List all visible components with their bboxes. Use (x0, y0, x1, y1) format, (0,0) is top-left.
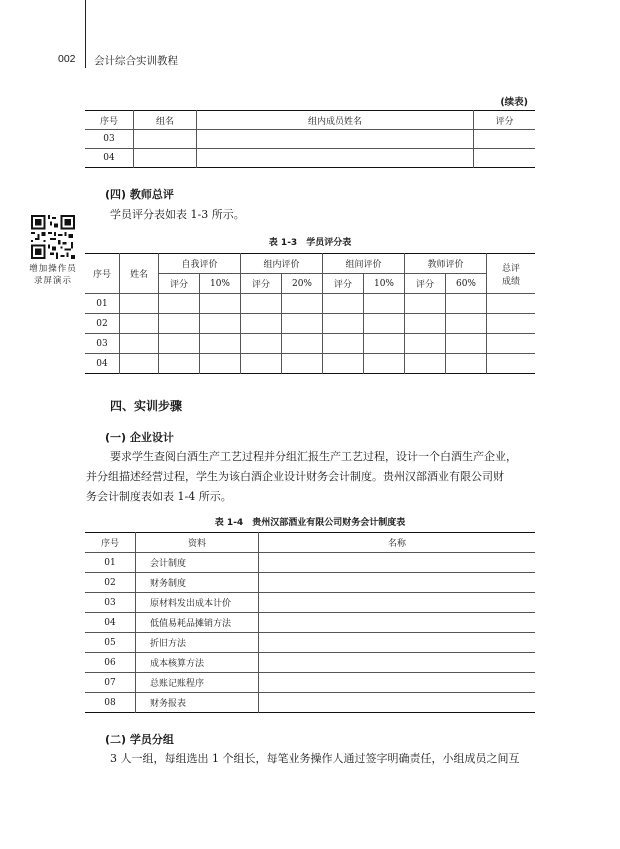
table-row (85, 633, 535, 653)
heading-student-grouping: (二) 学员分组 (105, 733, 174, 746)
sub-header: 评分 (323, 274, 364, 294)
table-row (85, 613, 535, 633)
col-header-members: 组内成员姓名 (197, 111, 474, 130)
cell-material: 折旧方法 (136, 633, 259, 653)
cell-material: 成本核算方法 (136, 653, 259, 673)
group-header-self: 自我评价 (159, 254, 241, 274)
cell-material: 总账记账程序 (136, 673, 259, 693)
cell-no: 03 (85, 334, 120, 354)
qr-caption-line1: 增加操作员 (29, 264, 77, 274)
qr-caption (22, 263, 84, 287)
table-row (85, 653, 535, 673)
cell-no: 04 (85, 149, 134, 168)
table-row (85, 693, 535, 713)
cell-material: 财务制度 (136, 573, 259, 593)
cell-no: 04 (85, 354, 120, 374)
table-row (85, 334, 535, 354)
sub-header: 10% (364, 274, 405, 294)
sub-header: 评分 (241, 274, 282, 294)
heading-training-steps: 四、实训步骤 (110, 399, 183, 413)
group-header-intra: 组内评价 (241, 254, 323, 274)
group-header-inter: 组间评价 (323, 254, 405, 274)
cell-no: 01 (85, 553, 136, 573)
table-header-row (85, 254, 535, 274)
sub-header: 10% (200, 274, 241, 294)
cell-no: 07 (85, 673, 136, 693)
page-number: 002 (58, 53, 76, 65)
grouping-text: 3 人一组，每组选出 1 个组长，每笔业务操作人通过签字明确责任，小组成员之间互 (110, 752, 520, 765)
sub-header: 评分 (159, 274, 200, 294)
col-header-no: 序号 (85, 111, 134, 130)
col-header-no: 序号 (85, 533, 136, 553)
table-row (85, 673, 535, 693)
cell-no: 02 (85, 314, 120, 334)
table-row (85, 553, 535, 573)
cell-group (134, 130, 197, 149)
col-header-no: 序号 (85, 254, 120, 294)
cell-score (474, 130, 536, 149)
col-header-group: 组名 (134, 111, 197, 130)
table-header-row (85, 111, 535, 130)
heading-teacher-review: (四) 教师总评 (105, 188, 174, 201)
total-top: 总评 (501, 263, 520, 274)
sub-header: 20% (282, 274, 323, 294)
design-line-1: 要求学生查阅白酒生产工艺过程并分组汇报生产工艺过程，设计一个白酒生产企业， (110, 450, 517, 463)
table-row (85, 593, 535, 613)
design-line-2: 并分组描述经营过程，学生为该白酒企业设计财务会计制度。贵州汉部酒业有限公司财 (86, 470, 504, 483)
book-title: 会计综合实训教程 (94, 55, 178, 67)
table-row (85, 149, 535, 168)
cell-group (134, 149, 197, 168)
cell-score (474, 149, 536, 168)
cell-no: 03 (85, 593, 136, 613)
col-header-total (487, 254, 536, 294)
teacher-review-text: 学员评分表如表 1-3 所示。 (110, 208, 245, 221)
col-header-title: 名称 (259, 533, 536, 553)
header-divider (85, 0, 86, 68)
cell-no: 05 (85, 633, 136, 653)
cell-material: 财务报表 (136, 693, 259, 713)
cell-material: 会计制度 (136, 553, 259, 573)
continued-label: (续表) (500, 97, 528, 108)
cell-no: 08 (85, 693, 136, 713)
cell-members (197, 130, 474, 149)
heading-enterprise-design: (一) 企业设计 (105, 431, 174, 444)
cell-no: 03 (85, 130, 134, 149)
table-row (85, 314, 535, 334)
cell-no: 02 (85, 573, 136, 593)
total-bottom: 成绩 (501, 276, 520, 287)
col-header-name: 姓名 (120, 254, 159, 294)
cell-no: 06 (85, 653, 136, 673)
student-score-table (85, 253, 535, 374)
cell-members (197, 149, 474, 168)
cell-material: 原材料发出成本计价 (136, 593, 259, 613)
table13-caption: 表 1-3 学员评分表 (268, 238, 352, 248)
group-header-teacher: 教师评价 (405, 254, 487, 274)
cell-no: 04 (85, 613, 136, 633)
continued-table (85, 110, 535, 168)
col-header-material: 资料 (136, 533, 259, 553)
sub-header: 评分 (405, 274, 446, 294)
cell-no: 01 (85, 294, 120, 314)
table14-caption: 表 1-4 贵州汉部酒业有限公司财务会计制度表 (214, 518, 406, 528)
table-row (85, 130, 535, 149)
table-header-row (85, 533, 535, 553)
qr-caption-line2: 录屏演示 (33, 276, 72, 286)
table-row (85, 294, 535, 314)
design-line-3: 务会计制度表如表 1-4 所示。 (86, 490, 232, 503)
col-header-score: 评分 (474, 111, 536, 130)
table-row (85, 573, 535, 593)
accounting-system-table (85, 532, 535, 713)
sub-header: 60% (446, 274, 487, 294)
cell-material: 低值易耗品摊销方法 (136, 613, 259, 633)
table-row (85, 354, 535, 374)
